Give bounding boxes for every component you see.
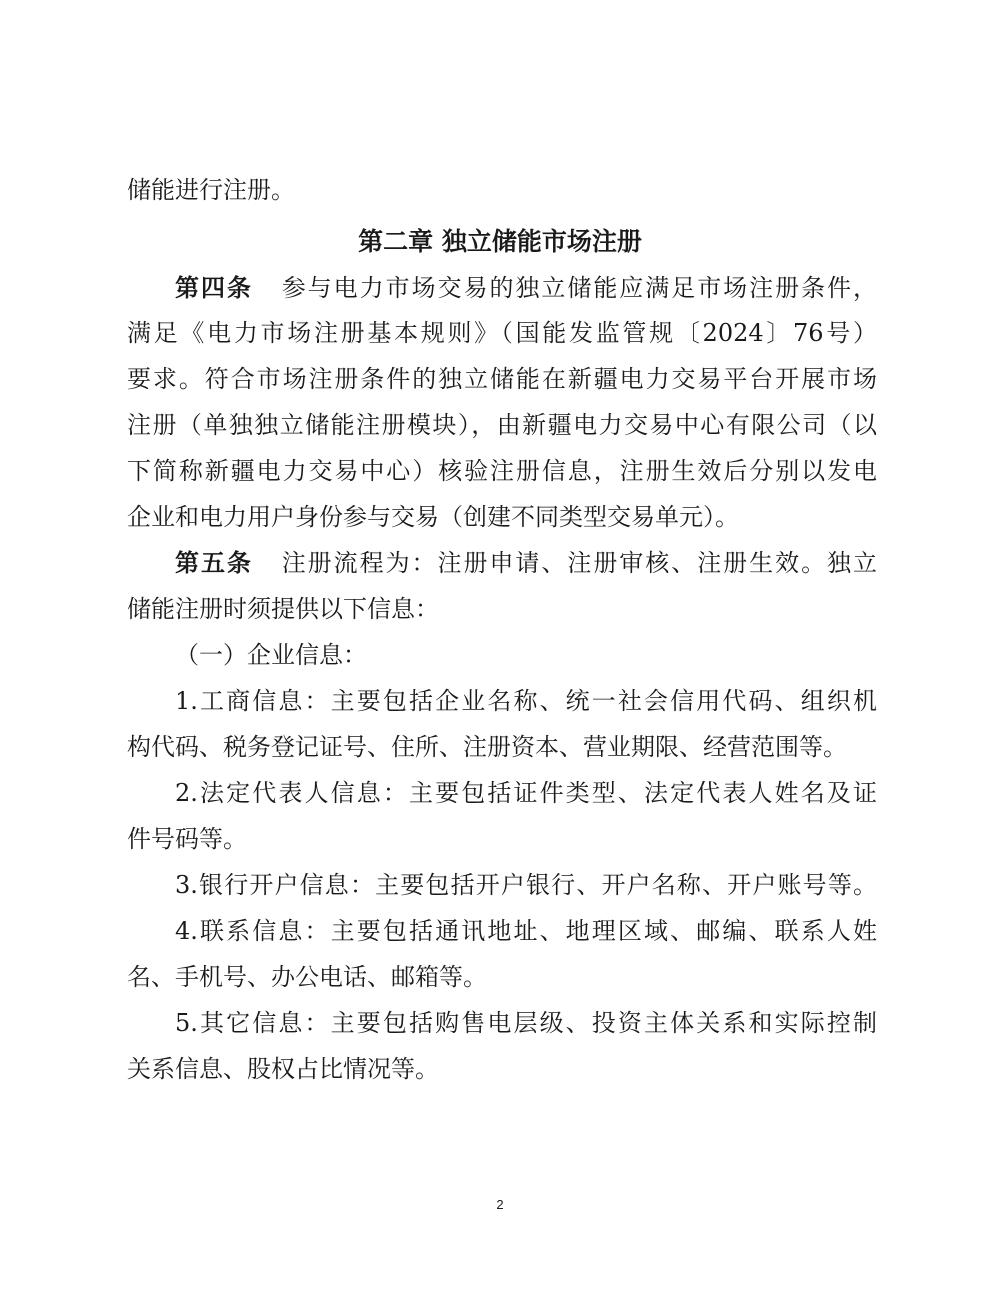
article-5-label: 第五条 <box>175 549 253 577</box>
item-1-line-1: 1.工商信息：主要包括企业名称、统一社会信用代码、组织机 <box>175 687 877 715</box>
chapter-title: 第二章 独立储能市场注册 <box>358 227 642 256</box>
article-4-line-6: 企业和电力用户身份参与交易（创建不同类型交易单元）。 <box>127 503 739 531</box>
item-5-line-2: 关系信息、股权占比情况等。 <box>127 1055 439 1083</box>
item-2-line-2: 件号码等。 <box>127 825 247 853</box>
item-1-line-2: 构代码、税务登记证号、住所、注册资本、营业期限、经营范围等。 <box>127 733 847 761</box>
article-4-line-3: 要求。符合市场注册条件的独立储能在新疆电力交易平台开展市场 <box>127 365 877 393</box>
continuation-text: 储能进行注册。 <box>127 176 295 204</box>
article-4-text-1: 参与电力市场交易的独立储能应满足市场注册条件， <box>281 274 878 302</box>
item-2-line-1: 2.法定代表人信息：主要包括证件类型、法定代表人姓名及证 <box>175 779 877 807</box>
section-1-title: （一）企业信息： <box>175 641 367 669</box>
item-5-line-1: 5.其它信息：主要包括购售电层级、投资主体关系和实际控制 <box>175 1009 877 1037</box>
page-number: 2 <box>496 1197 504 1212</box>
item-4-line-1: 4.联系信息：主要包括通讯地址、地理区域、邮编、联系人姓 <box>175 917 877 945</box>
article-4-label: 第四条 <box>175 274 253 302</box>
article-5-line-1 <box>175 541 877 585</box>
article-4-line-5: 下简称新疆电力交易中心）核验注册信息，注册生效后分别以发电 <box>127 457 877 485</box>
article-4-line-4: 注册（单独独立储能注册模块），由新疆电力交易中心有限公司（以 <box>127 411 877 439</box>
article-5-line-2: 储能注册时须提供以下信息： <box>127 595 439 623</box>
article-4-line-1 <box>175 266 877 310</box>
item-4-line-2: 名、手机号、办公电话、邮箱等。 <box>127 963 487 991</box>
article-4-line-2: 满足《电力市场注册基本规则》（国能发监管规〔2024〕76号） <box>127 319 877 347</box>
article-5-text-1: 注册流程为：注册申请、注册审核、注册生效。独立 <box>281 549 878 577</box>
item-3-line-1: 3.银行开户信息：主要包括开户银行、开户名称、开户账号等。 <box>175 871 877 899</box>
